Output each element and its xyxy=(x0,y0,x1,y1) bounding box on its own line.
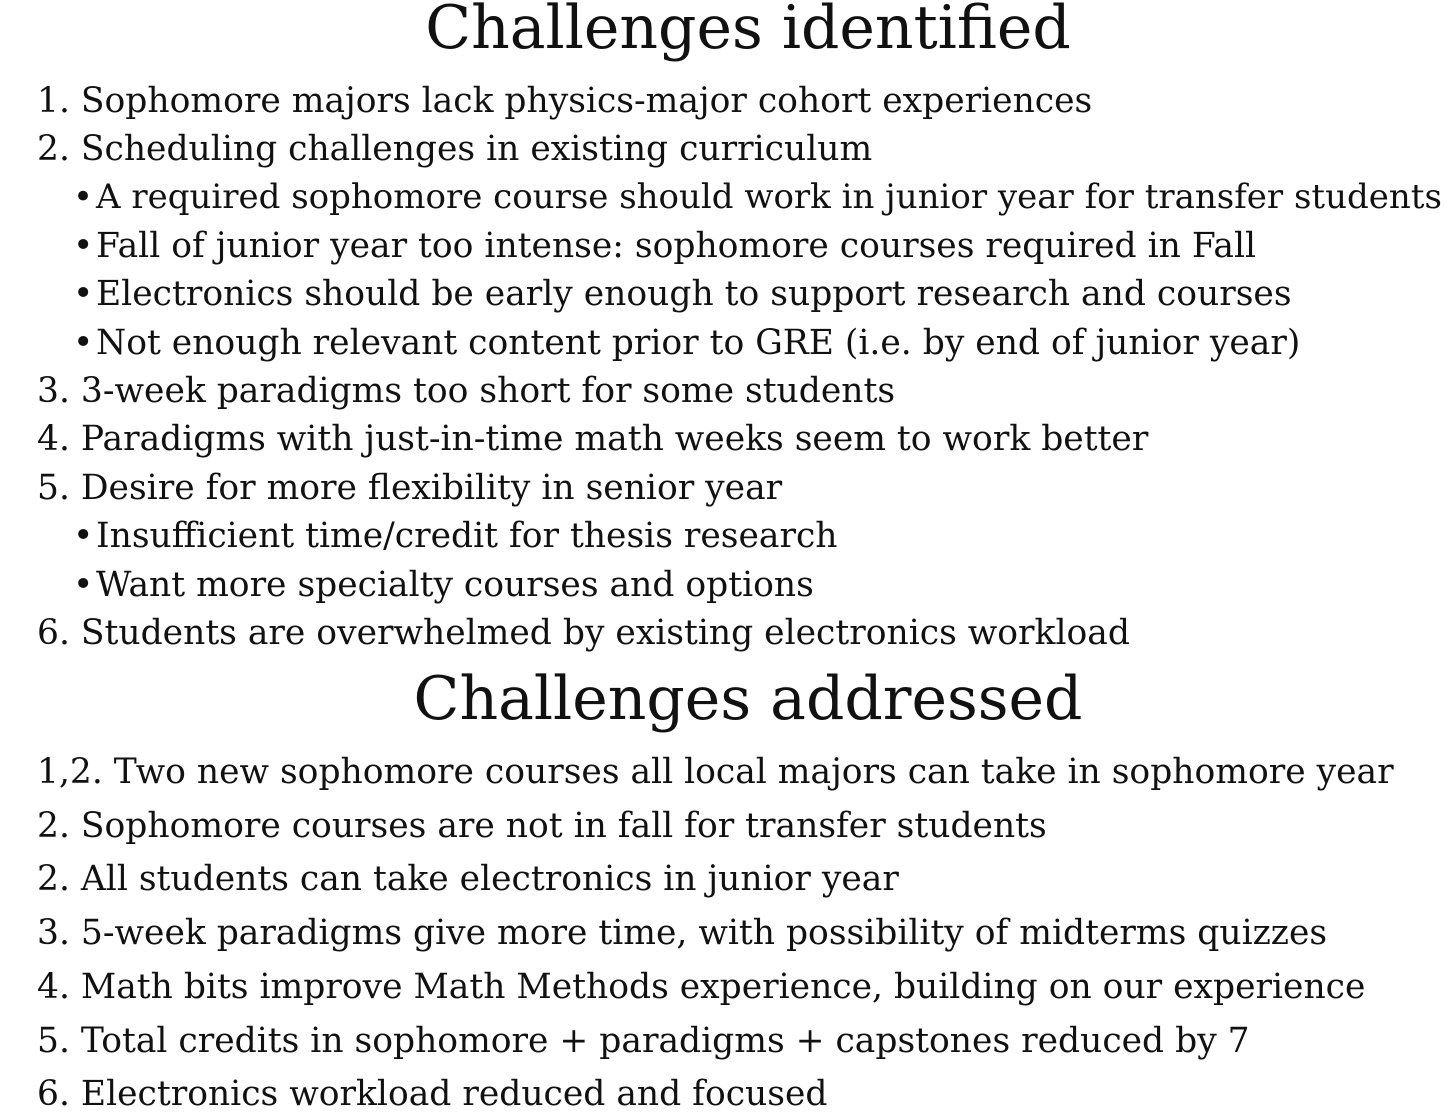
identified-subitem xyxy=(73,177,1442,217)
addressed-item: 2. Sophomore courses are not in fall for transfer students xyxy=(37,806,1047,846)
bullet-glyph: • xyxy=(73,177,94,217)
identified-item-1: 1. Sophomore majors lack physics-major cohort experiences xyxy=(37,81,1093,121)
bullet-glyph: • xyxy=(73,323,94,363)
identified-item-3: 3. 3-week paradigms too short for some students xyxy=(37,371,896,411)
identified-subitem xyxy=(73,516,838,556)
heading-challenges-identified: Challenges identified xyxy=(425,0,1071,63)
identified-item-4: 4. Paradigms with just-in-time math weeks seem to work better xyxy=(37,419,1149,459)
addressed-item: 3. 5-week paradigms give more time, with possibility of midterms quizzes xyxy=(37,913,1328,953)
identified-item-5: 5. Desire for more flexibility in senior year xyxy=(37,468,783,508)
identified-subitem-text: Insufficient time/credit for thesis research xyxy=(96,516,838,556)
bullet-glyph: • xyxy=(73,516,94,556)
addressed-item: 5. Total credits in sophomore + paradigms + capstones reduced by 7 xyxy=(37,1021,1250,1061)
identified-subitem-text: Electronics should be early enough to support research and courses xyxy=(96,274,1292,314)
heading-challenges-addressed: Challenges addressed xyxy=(413,664,1083,734)
identified-subitem xyxy=(73,323,1300,363)
identified-item-6: 6. Students are overwhelmed by existing electronics workload xyxy=(37,613,1130,653)
addressed-item: 6. Electronics workload reduced and focused xyxy=(37,1074,828,1114)
identified-subitem-text: A required sophomore course should work in junior year for transfer students xyxy=(96,177,1442,217)
identified-subitem xyxy=(73,274,1292,314)
identified-subitem-text: Want more specialty courses and options xyxy=(96,565,814,605)
bullet-glyph: • xyxy=(73,226,94,266)
addressed-item: 1,2. Two new sophomore courses all local majors can take in sophomore year xyxy=(37,752,1394,792)
identified-item-2: 2. Scheduling challenges in existing curriculum xyxy=(37,129,873,169)
addressed-item: 2. All students can take electronics in junior year xyxy=(37,859,899,899)
identified-subitem-text: Fall of junior year too intense: sophomore courses required in Fall xyxy=(96,226,1257,266)
identified-subitem-text: Not enough relevant content prior to GRE (i.e. by end of junior year) xyxy=(96,323,1301,363)
bullet-glyph: • xyxy=(73,565,94,605)
identified-subitem xyxy=(73,226,1256,266)
identified-subitem xyxy=(73,565,814,605)
addressed-item: 4. Math bits improve Math Methods experience, building on our experience xyxy=(37,967,1366,1007)
bullet-glyph: • xyxy=(73,274,94,314)
